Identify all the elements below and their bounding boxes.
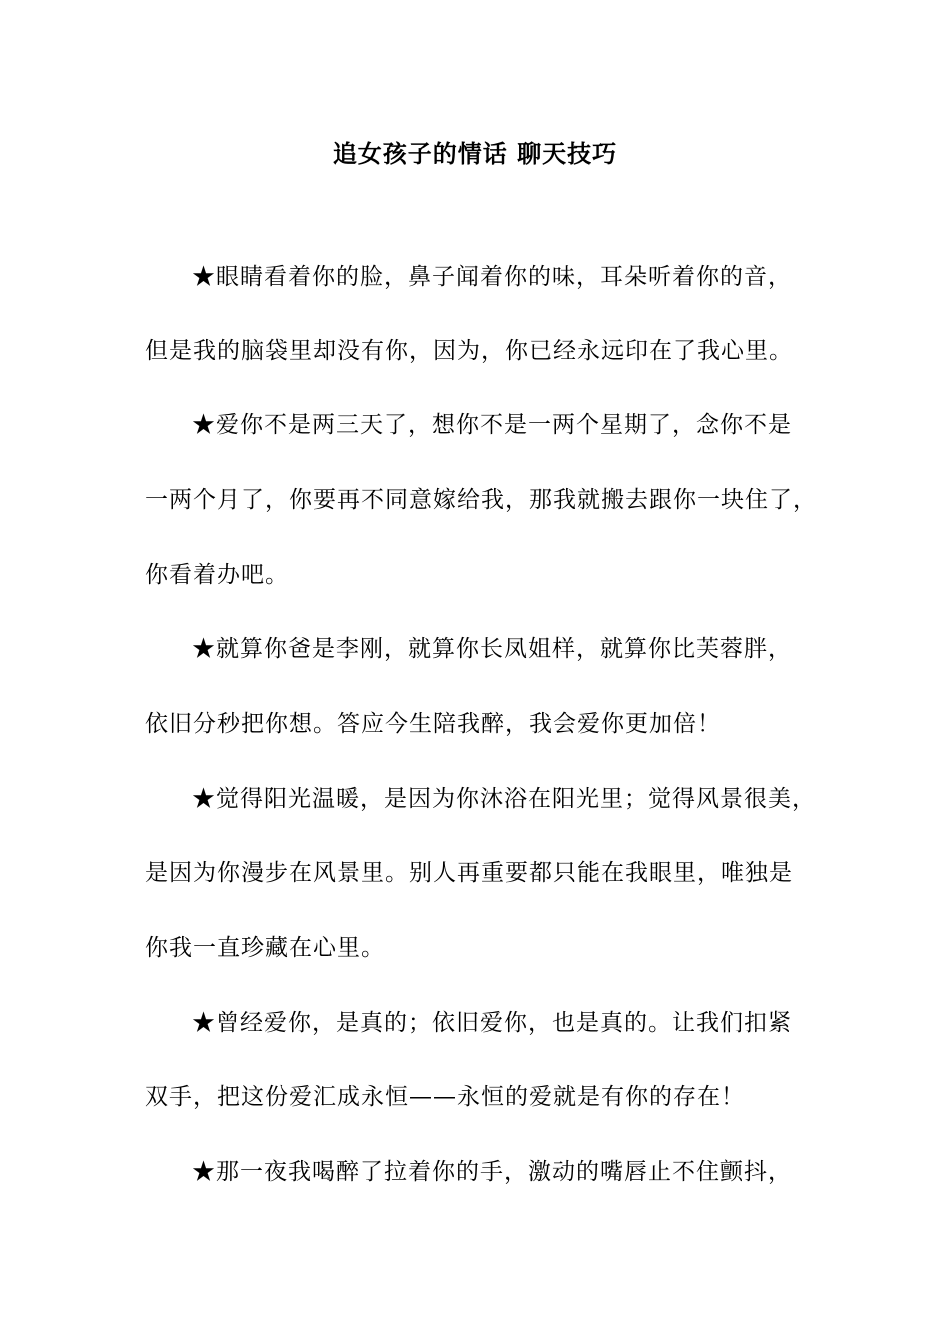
paragraph-line: ★那一夜我喝醉了拉着你的手，激动的嘴唇止不住颤抖， — [192, 1159, 792, 1185]
paragraph-line: 依旧分秒把你想。答应今生陪我醉，我会爱你更加倍！ — [145, 711, 721, 737]
paragraph-line: 你我一直珍藏在心里。 — [145, 935, 385, 961]
paragraph-line: 一两个月了，你要再不同意嫁给我，那我就搬去跟你一块住了， — [145, 487, 817, 513]
paragraph-line: ★觉得阳光温暖，是因为你沐浴在阳光里；觉得风景很美， — [192, 786, 816, 812]
paragraph-line: 但是我的脑袋里却没有你，因为，你已经永远印在了我心里。 — [145, 338, 793, 364]
paragraph-line: 你看着办吧。 — [145, 562, 289, 588]
document-title: 追女孩子的情话 聊天技巧 — [332, 139, 618, 168]
paragraph-line: ★曾经爱你，是真的；依旧爱你，也是真的。让我们扣紧 — [192, 1010, 792, 1036]
paragraph-line: ★就算你爸是李刚，就算你长凤姐样，就算你比芙蓉胖， — [192, 636, 792, 662]
paragraph-line: ★爱你不是两三天了，想你不是一两个星期了，念你不是 — [192, 412, 792, 438]
paragraph-line: ★眼睛看着你的脸，鼻子闻着你的味，耳朵听着你的音， — [192, 264, 792, 290]
paragraph-line: 是因为你漫步在风景里。别人再重要都只能在我眼里，唯独是 — [145, 860, 793, 886]
paragraph-line: 双手，把这份爱汇成永恒——永恒的爱就是有你的存在！ — [145, 1084, 745, 1110]
